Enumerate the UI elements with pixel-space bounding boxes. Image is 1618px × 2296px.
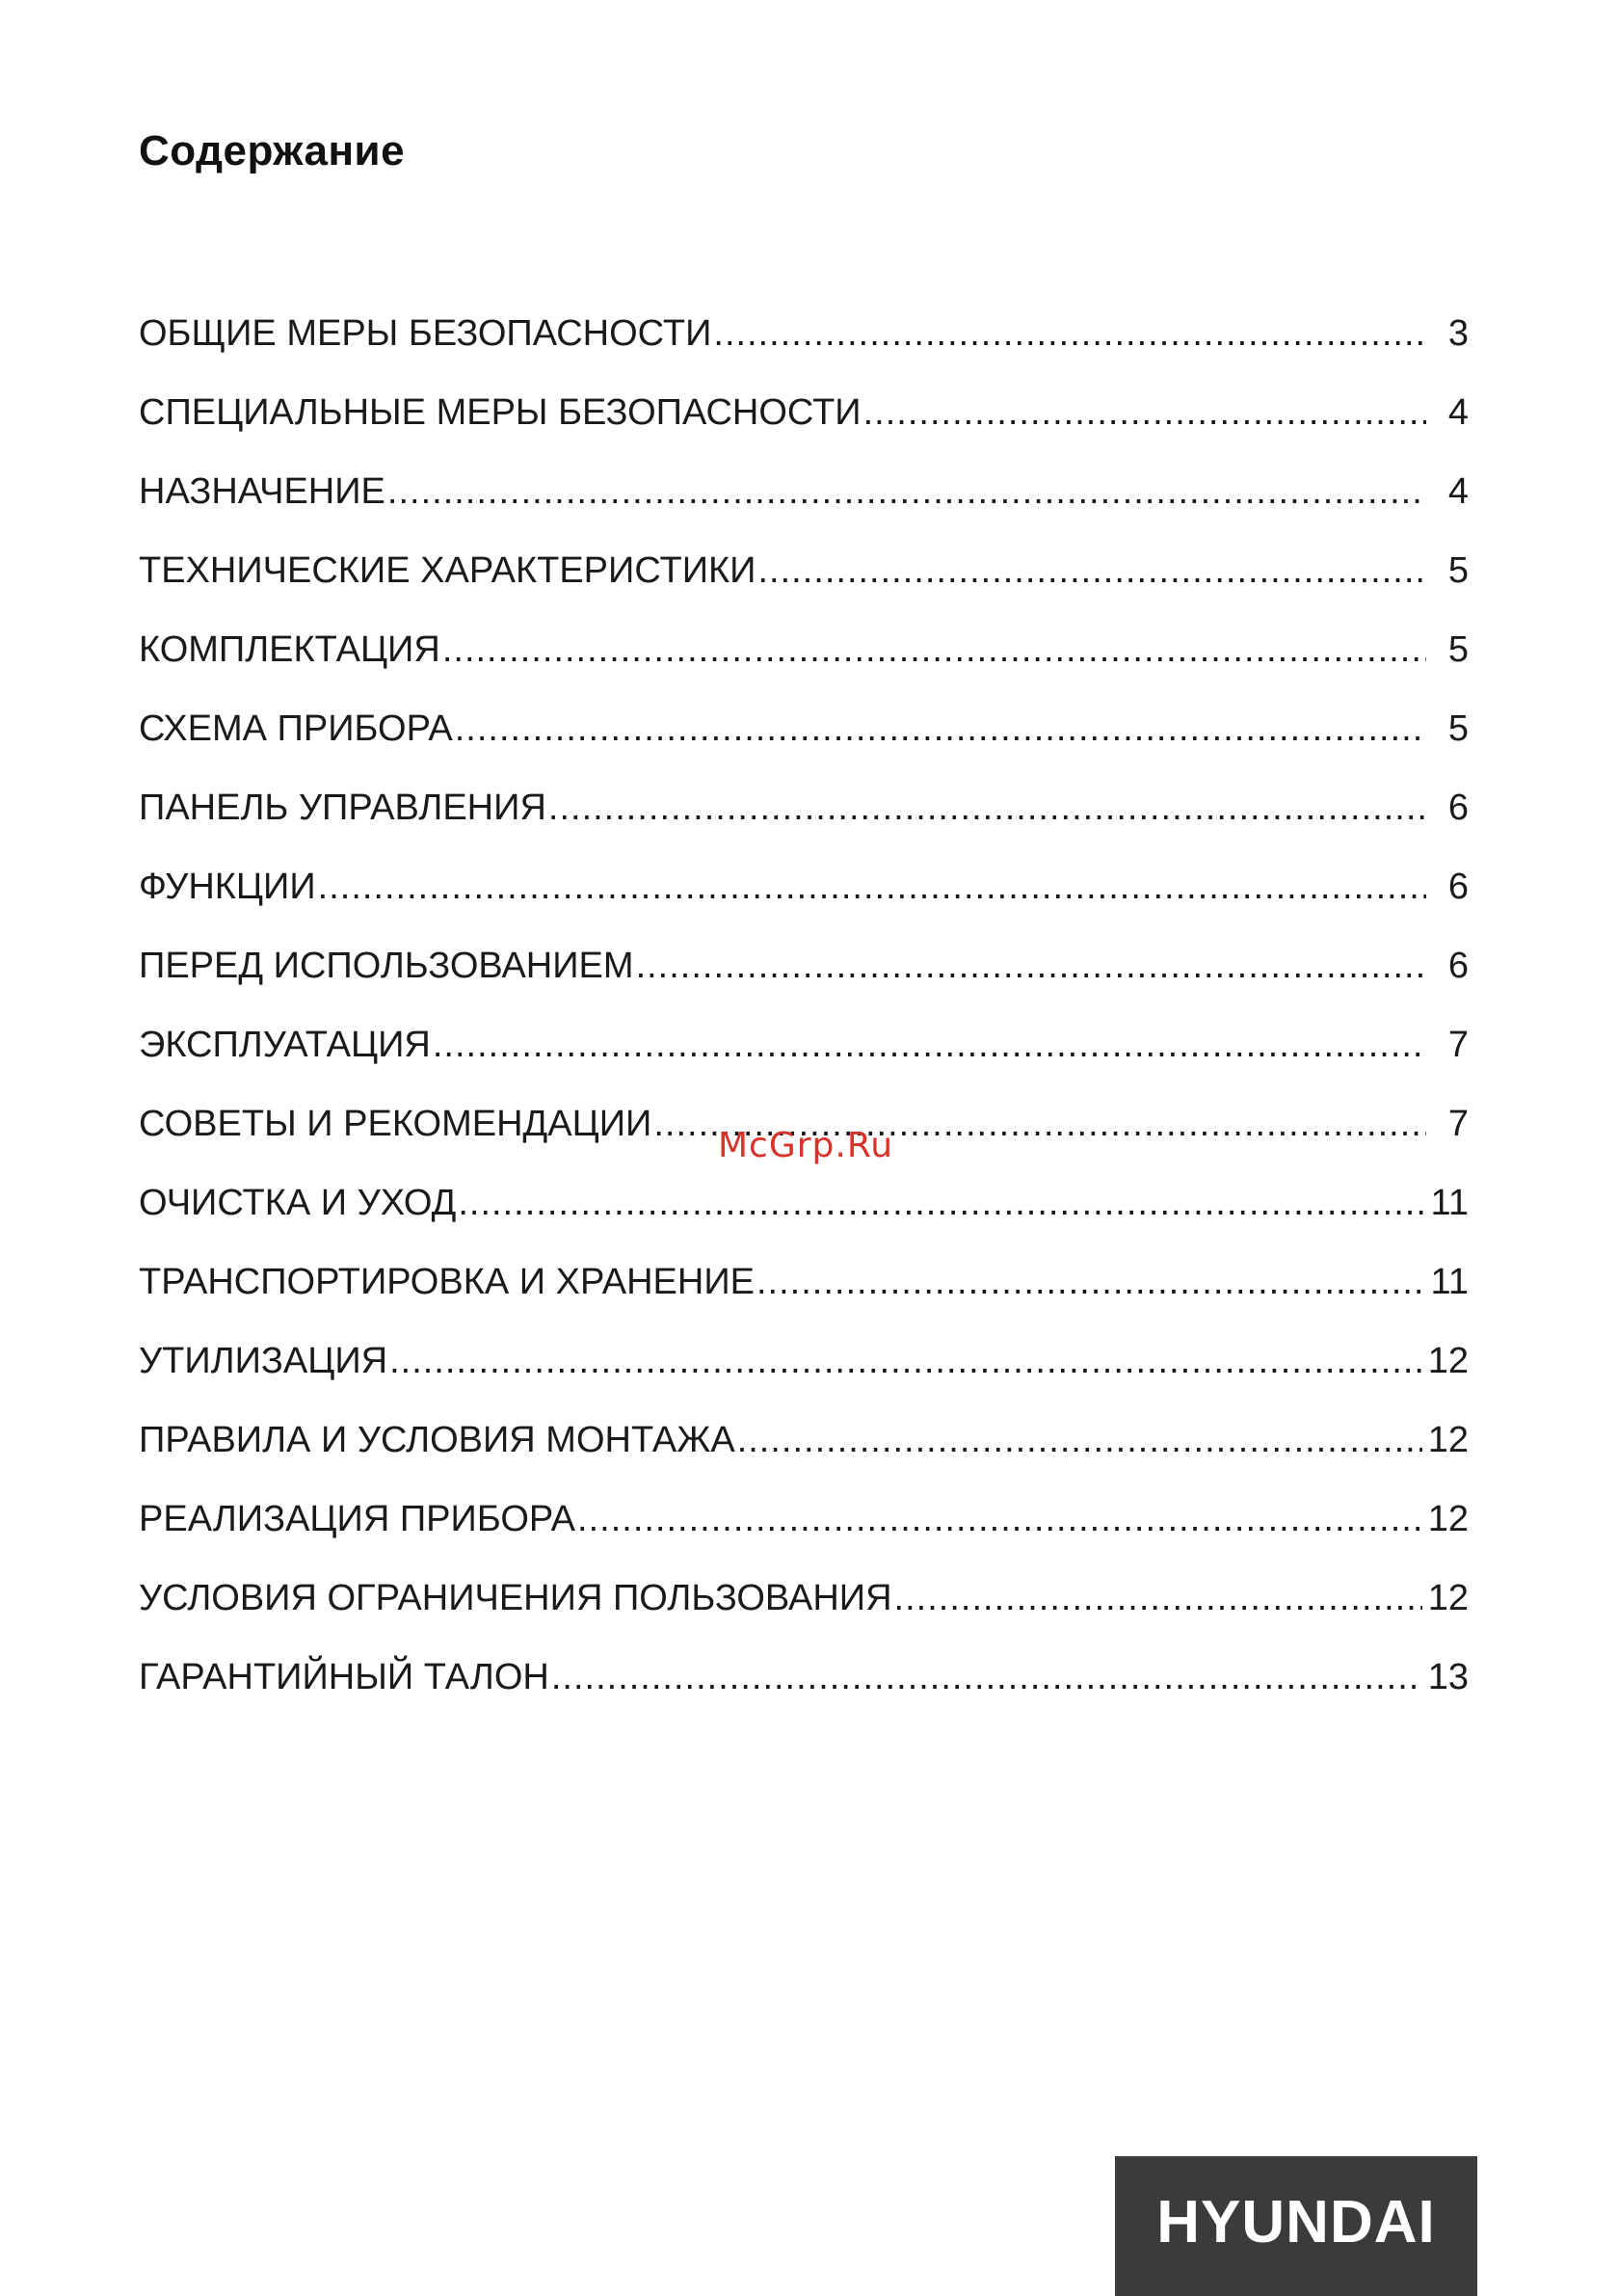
toc-entry[interactable] xyxy=(139,544,1469,623)
toc-entry[interactable] xyxy=(139,1255,1469,1334)
toc-entry-page: 7 xyxy=(1447,1025,1469,1065)
toc-entry-page: 11 xyxy=(1430,1183,1469,1223)
toc-entry-title: ТРАНСПОРТИРОВКА И ХРАНЕНИЕ xyxy=(139,1262,755,1302)
toc-entry-title: ГАРАНТИЙНЫЙ ТАЛОН xyxy=(139,1657,549,1697)
toc-entry-title: НАЗНАЧЕНИЕ xyxy=(139,471,385,512)
toc-entry-title: ОБЩИЕ МЕРЫ БЕЗОПАСНОСТИ xyxy=(139,313,712,354)
toc-dot-leader xyxy=(756,1255,1425,1309)
toc-entry-title: РЕАЛИЗАЦИЯ ПРИБОРА xyxy=(139,1499,576,1539)
toc-entry-page: 4 xyxy=(1447,471,1469,512)
toc-entry[interactable] xyxy=(139,1413,1469,1492)
toc-entry[interactable] xyxy=(139,702,1469,781)
toc-dot-leader xyxy=(433,1018,1426,1072)
table-of-contents xyxy=(139,307,1469,1729)
toc-entry-page: 12 xyxy=(1427,1499,1469,1539)
toc-entry-title: ПАНЕЛЬ УПРАВЛЕНИЯ xyxy=(139,788,546,828)
toc-entry[interactable] xyxy=(139,1334,1469,1413)
toc-entry-page: 6 xyxy=(1447,946,1469,986)
brand-logo: HYUNDAI xyxy=(1156,2189,1436,2256)
toc-entry-title: СХЕМА ПРИБОРА xyxy=(139,708,453,749)
toc-entry-title: ОЧИСТКА И УХОД xyxy=(139,1183,457,1223)
toc-entry[interactable] xyxy=(139,1176,1469,1255)
toc-entry[interactable] xyxy=(139,1650,1469,1729)
toc-entry-title: УСЛОВИЯ ОГРАНИЧЕНИЯ ПОЛЬЗОВАНИЯ xyxy=(139,1578,892,1618)
toc-entry-page: 5 xyxy=(1447,629,1469,670)
toc-entry-page: 6 xyxy=(1447,867,1469,907)
toc-entry[interactable] xyxy=(139,1571,1469,1650)
toc-entry-page: 7 xyxy=(1447,1104,1469,1144)
toc-entry-page: 5 xyxy=(1447,708,1469,749)
brand-logo-box xyxy=(1115,2156,1477,2296)
toc-entry-page: 3 xyxy=(1447,313,1469,354)
toc-entry-title: ФУНКЦИИ xyxy=(139,867,316,907)
toc-entry-title: ПЕРЕД ИСПОЛЬЗОВАНИЕМ xyxy=(139,946,634,986)
toc-entry-title: СОВЕТЫ И РЕКОМЕНДАЦИИ xyxy=(139,1104,652,1144)
toc-entry[interactable] xyxy=(139,465,1469,544)
toc-entry[interactable] xyxy=(139,386,1469,465)
toc-entry[interactable] xyxy=(139,939,1469,1018)
toc-entry-title: СПЕЦИАЛЬНЫЕ МЕРЫ БЕЗОПАСНОСТИ xyxy=(139,392,862,433)
toc-dot-leader xyxy=(636,939,1426,993)
toc-entry-page: 12 xyxy=(1427,1420,1469,1460)
toc-dot-leader xyxy=(318,860,1426,914)
toc-entry[interactable] xyxy=(139,1018,1469,1097)
toc-dot-leader xyxy=(442,623,1426,677)
toc-dot-leader xyxy=(577,1492,1422,1546)
toc-dot-leader xyxy=(713,307,1426,360)
toc-dot-leader xyxy=(387,465,1426,519)
toc-dot-leader xyxy=(863,386,1426,440)
toc-entry-page: 12 xyxy=(1427,1578,1469,1618)
toc-entry[interactable] xyxy=(139,307,1469,386)
toc-entry[interactable] xyxy=(139,623,1469,702)
toc-entry[interactable] xyxy=(139,781,1469,860)
toc-dot-leader xyxy=(737,1413,1422,1467)
toc-entry-page: 12 xyxy=(1427,1341,1469,1381)
toc-entry-page: 11 xyxy=(1430,1262,1469,1302)
toc-dot-leader xyxy=(458,1176,1424,1230)
toc-entry-title: УТИЛИЗАЦИЯ xyxy=(139,1341,388,1381)
toc-entry-title: ТЕХНИЧЕСКИЕ ХАРАКТЕРИСТИКИ xyxy=(139,550,756,591)
toc-entry-title: ЭКСПЛУАТАЦИЯ xyxy=(139,1025,431,1065)
toc-dot-leader xyxy=(894,1571,1422,1625)
toc-entry-page: 6 xyxy=(1447,788,1469,828)
toc-entry-page: 13 xyxy=(1427,1657,1469,1697)
toc-entry-page: 4 xyxy=(1447,392,1469,433)
toc-entry-page: 5 xyxy=(1447,550,1469,591)
watermark: McGrp.Ru xyxy=(718,1126,894,1165)
toc-entry[interactable] xyxy=(139,860,1469,939)
toc-dot-leader xyxy=(389,1334,1422,1388)
toc-entry-title: КОМПЛЕКТАЦИЯ xyxy=(139,629,440,670)
toc-dot-leader xyxy=(551,1650,1422,1704)
toc-entry-title: ПРАВИЛА И УСЛОВИЯ МОНТАЖА xyxy=(139,1420,735,1460)
toc-dot-leader xyxy=(757,544,1426,598)
toc-dot-leader xyxy=(455,702,1426,756)
page-title: Содержание xyxy=(139,127,406,174)
toc-dot-leader xyxy=(548,781,1426,835)
toc-entry[interactable] xyxy=(139,1492,1469,1571)
